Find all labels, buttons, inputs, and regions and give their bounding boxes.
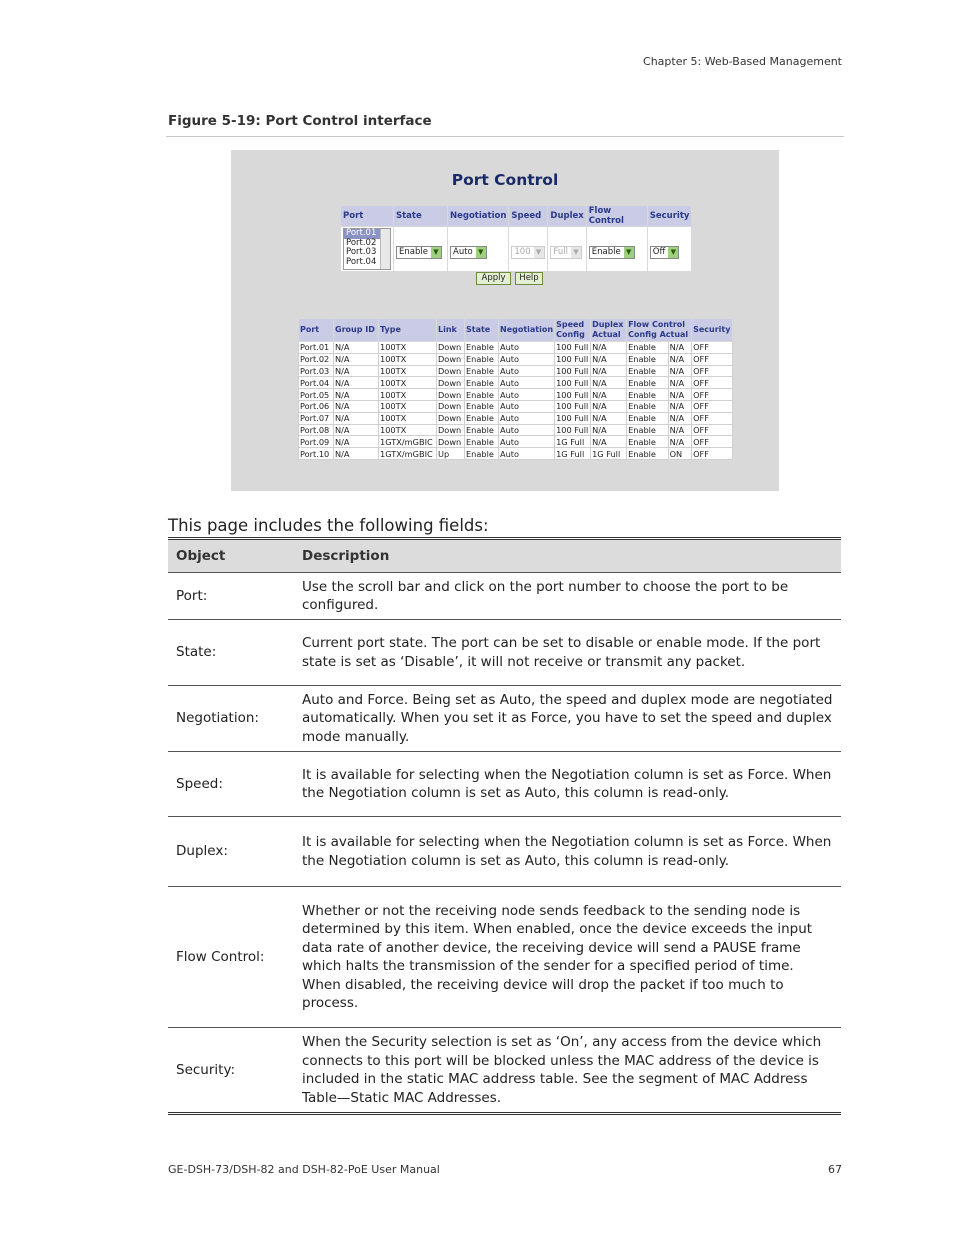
cell-negotiation: Auto bbox=[499, 353, 555, 365]
cell-group-id: N/A bbox=[334, 353, 379, 365]
port-control-form bbox=[340, 205, 692, 272]
status-header-link: Link bbox=[437, 319, 465, 342]
cell-flow-config: Enable bbox=[627, 412, 669, 424]
cell-duplex-actual: 1G Full bbox=[591, 448, 627, 460]
cell-port: Port.01 bbox=[299, 342, 334, 354]
field-row bbox=[168, 620, 841, 686]
ctl-header-security: Security bbox=[647, 206, 692, 227]
cell-speed-config: 100 Full bbox=[555, 412, 591, 424]
cell-flow-config: Enable bbox=[627, 342, 669, 354]
cell-type: 100TX bbox=[379, 424, 437, 436]
cell-security: OFF bbox=[692, 436, 733, 448]
cell-group-id: N/A bbox=[334, 424, 379, 436]
cell-state: Enable bbox=[465, 448, 499, 460]
cell-flow-actual: N/A bbox=[668, 412, 692, 424]
cell-security: OFF bbox=[692, 424, 733, 436]
cell-group-id: N/A bbox=[334, 342, 379, 354]
cell-link: Down bbox=[437, 353, 465, 365]
cell-security: OFF bbox=[692, 377, 733, 389]
field-description: Current port state. The port can be set to disable or enable mode. If the port state is set as ‘Disable’, it will not receive or transmit any packet. bbox=[294, 620, 841, 686]
cell-state: Enable bbox=[465, 412, 499, 424]
cell-type: 100TX bbox=[379, 342, 437, 354]
cell-type: 100TX bbox=[379, 412, 437, 424]
cell-speed-config: 1G Full bbox=[555, 448, 591, 460]
cell-group-id: N/A bbox=[334, 389, 379, 401]
cell-state: Enable bbox=[465, 400, 499, 412]
cell-negotiation: Auto bbox=[499, 365, 555, 377]
cell-group-id: N/A bbox=[334, 436, 379, 448]
cell-negotiation: Auto bbox=[499, 342, 555, 354]
negotiation-select[interactable] bbox=[450, 246, 487, 259]
cell-port: Port.06 bbox=[299, 400, 334, 412]
cell-flow-actual: N/A bbox=[668, 365, 692, 377]
footer-manual-title: GE-DSH-73/DSH-82 and DSH-82-PoE User Manual bbox=[168, 1163, 440, 1176]
cell-security: OFF bbox=[692, 342, 733, 354]
cell-flow-config: Enable bbox=[627, 365, 669, 377]
fields-header-description: Description bbox=[294, 539, 841, 573]
cell-duplex-actual: N/A bbox=[591, 353, 627, 365]
field-description: It is available for selecting when the Negotiation column is set as Force. When the Negotiation column is set as Auto, this column is read-only. bbox=[294, 817, 841, 887]
cell-flow-actual: N/A bbox=[668, 342, 692, 354]
fields-table bbox=[168, 537, 841, 1115]
cell-group-id: N/A bbox=[334, 377, 379, 389]
cell-port: Port.05 bbox=[299, 389, 334, 401]
cell-flow-actual: N/A bbox=[668, 377, 692, 389]
cell-port: Port.07 bbox=[299, 412, 334, 424]
field-object: Flow Control: bbox=[168, 887, 294, 1028]
negotiation-select-value: Auto bbox=[453, 247, 473, 258]
field-description: It is available for selecting when the Negotiation column is set as Force. When the Negotiation column is set as Auto, this column is read-only. bbox=[294, 752, 841, 817]
field-row bbox=[168, 817, 841, 887]
chevron-down-icon: ▼ bbox=[571, 247, 581, 258]
port-listbox[interactable] bbox=[343, 228, 391, 270]
status-row bbox=[299, 389, 733, 401]
cell-security: OFF bbox=[692, 400, 733, 412]
field-row bbox=[168, 1028, 841, 1114]
cell-flow-actual: N/A bbox=[668, 400, 692, 412]
field-object: Negotiation: bbox=[168, 686, 294, 752]
cell-speed-config: 100 Full bbox=[555, 389, 591, 401]
cell-security: OFF bbox=[692, 389, 733, 401]
status-header-security: Security bbox=[692, 319, 733, 342]
field-description: Use the scroll bar and click on the port number to choose the port to be configured. bbox=[294, 573, 841, 620]
cell-negotiation: Auto bbox=[499, 412, 555, 424]
status-header-duplex-actual: Duplex Actual bbox=[591, 319, 627, 342]
speed-select-value: 100 bbox=[514, 247, 531, 258]
cell-type: 100TX bbox=[379, 400, 437, 412]
cell-speed-config: 100 Full bbox=[555, 400, 591, 412]
field-description: When the Security selection is set as ‘On’, any access from the device which connects to this port will be blocked unless the MAC address of the device is included in the static MAC address table. See the segment of MAC Address Table—Static MAC Addresses. bbox=[294, 1028, 841, 1114]
ctl-header-port: Port bbox=[341, 206, 394, 227]
chevron-down-icon: ▼ bbox=[431, 247, 441, 258]
cell-port: Port.10 bbox=[299, 448, 334, 460]
flow-control-select-value: Enable bbox=[591, 247, 621, 258]
cell-duplex-actual: N/A bbox=[591, 342, 627, 354]
cell-link: Down bbox=[437, 342, 465, 354]
cell-speed-config: 100 Full bbox=[555, 424, 591, 436]
footer-page-number: 67 bbox=[828, 1163, 842, 1176]
port-control-screenshot bbox=[231, 150, 779, 491]
status-row bbox=[299, 448, 733, 460]
cell-duplex-actual: N/A bbox=[591, 400, 627, 412]
cell-speed-config: 100 Full bbox=[555, 342, 591, 354]
cell-state: Enable bbox=[465, 342, 499, 354]
field-object: Speed: bbox=[168, 752, 294, 817]
duplex-select[interactable] bbox=[550, 246, 582, 259]
cell-state: Enable bbox=[465, 365, 499, 377]
ctl-header-negotiation: Negotiation bbox=[448, 206, 509, 227]
cell-link: Down bbox=[437, 365, 465, 377]
chevron-down-icon: ▼ bbox=[476, 247, 486, 258]
cell-duplex-actual: N/A bbox=[591, 365, 627, 377]
field-object: Duplex: bbox=[168, 817, 294, 887]
cell-link: Down bbox=[437, 389, 465, 401]
cell-security: OFF bbox=[692, 365, 733, 377]
cell-link: Down bbox=[437, 424, 465, 436]
port-listbox-scrollbar[interactable] bbox=[380, 229, 390, 269]
security-select[interactable] bbox=[650, 246, 680, 259]
cell-negotiation: Auto bbox=[499, 424, 555, 436]
status-row bbox=[299, 377, 733, 389]
cell-link: Up bbox=[437, 448, 465, 460]
cell-speed-config: 100 Full bbox=[555, 353, 591, 365]
cell-group-id: N/A bbox=[334, 365, 379, 377]
status-row bbox=[299, 365, 733, 377]
port-option[interactable]: Port.01 bbox=[344, 229, 382, 239]
help-button[interactable]: Help bbox=[515, 272, 543, 285]
cell-type: 100TX bbox=[379, 389, 437, 401]
cell-duplex-actual: N/A bbox=[591, 377, 627, 389]
cell-flow-config: Enable bbox=[627, 353, 669, 365]
field-object: Port: bbox=[168, 573, 294, 620]
status-header-port: Port bbox=[299, 319, 334, 342]
cell-negotiation: Auto bbox=[499, 400, 555, 412]
apply-button[interactable]: Apply bbox=[476, 272, 511, 285]
state-select[interactable] bbox=[396, 246, 442, 259]
cell-flow-config: Enable bbox=[627, 389, 669, 401]
port-status-table bbox=[298, 318, 733, 460]
cell-flow-config: Enable bbox=[627, 377, 669, 389]
cell-state: Enable bbox=[465, 353, 499, 365]
field-row bbox=[168, 686, 841, 752]
cell-duplex-actual: N/A bbox=[591, 436, 627, 448]
status-row bbox=[299, 436, 733, 448]
cell-link: Down bbox=[437, 436, 465, 448]
port-control-title: Port Control bbox=[451, 171, 559, 189]
cell-flow-actual: N/A bbox=[668, 353, 692, 365]
cell-port: Port.04 bbox=[299, 377, 334, 389]
ctl-header-speed: Speed bbox=[509, 206, 548, 227]
cell-type: 100TX bbox=[379, 377, 437, 389]
cell-state: Enable bbox=[465, 424, 499, 436]
figure-rule bbox=[166, 136, 844, 137]
chapter-header: Chapter 5: Web-Based Management bbox=[643, 55, 842, 68]
field-row bbox=[168, 752, 841, 817]
cell-link: Down bbox=[437, 400, 465, 412]
figure-caption: Figure 5-19: Port Control interface bbox=[168, 113, 432, 129]
cell-flow-actual: N/A bbox=[668, 436, 692, 448]
cell-port: Port.09 bbox=[299, 436, 334, 448]
cell-security: OFF bbox=[692, 412, 733, 424]
field-row bbox=[168, 887, 841, 1028]
ctl-header-state: State bbox=[394, 206, 448, 227]
chevron-down-icon: ▼ bbox=[624, 247, 634, 258]
status-row bbox=[299, 342, 733, 354]
cell-flow-config: Enable bbox=[627, 436, 669, 448]
cell-group-id: N/A bbox=[334, 400, 379, 412]
status-row bbox=[299, 424, 733, 436]
cell-group-id: N/A bbox=[334, 448, 379, 460]
field-description: Auto and Force. Being set as Auto, the speed and duplex mode are negotiated automatically. When you set it as Force, you have to set the speed and duplex mode manually. bbox=[294, 686, 841, 752]
cell-speed-config: 100 Full bbox=[555, 365, 591, 377]
field-object: Security: bbox=[168, 1028, 294, 1114]
cell-negotiation: Auto bbox=[499, 448, 555, 460]
state-select-value: Enable bbox=[399, 247, 428, 258]
cell-security: OFF bbox=[692, 353, 733, 365]
fields-intro: This page includes the following fields: bbox=[168, 516, 489, 535]
cell-duplex-actual: N/A bbox=[591, 389, 627, 401]
fields-header-object: Object bbox=[168, 539, 294, 573]
cell-state: Enable bbox=[465, 377, 499, 389]
status-row bbox=[299, 400, 733, 412]
speed-select[interactable] bbox=[511, 246, 544, 259]
cell-flow-actual: ON bbox=[668, 448, 692, 460]
cell-negotiation: Auto bbox=[499, 436, 555, 448]
chevron-down-icon: ▼ bbox=[534, 247, 544, 258]
cell-link: Down bbox=[437, 377, 465, 389]
cell-type: 1GTX/mGBIC bbox=[379, 436, 437, 448]
cell-negotiation: Auto bbox=[499, 389, 555, 401]
port-option[interactable]: Port.04 bbox=[346, 256, 377, 267]
cell-type: 100TX bbox=[379, 365, 437, 377]
cell-state: Enable bbox=[465, 436, 499, 448]
status-header-state: State bbox=[465, 319, 499, 342]
status-row bbox=[299, 412, 733, 424]
cell-port: Port.02 bbox=[299, 353, 334, 365]
status-header-negotiation: Negotiation bbox=[499, 319, 555, 342]
chevron-down-icon: ▼ bbox=[668, 247, 678, 258]
status-row bbox=[299, 353, 733, 365]
field-row bbox=[168, 573, 841, 620]
cell-port: Port.03 bbox=[299, 365, 334, 377]
cell-flow-config: Enable bbox=[627, 424, 669, 436]
cell-security: OFF bbox=[692, 448, 733, 460]
status-header-group-id: Group ID bbox=[334, 319, 379, 342]
field-description: Whether or not the receiving node sends feedback to the sending node is determined by this item. When enabled, once the device exceeds the input data rate of another device, the receiving device will send a PAUSE frame which halts the transmission of the sender for a specified period of time. When disabled, the receiving device will drop the packet if too much to process. bbox=[294, 887, 841, 1028]
cell-port: Port.08 bbox=[299, 424, 334, 436]
flow-control-select[interactable] bbox=[589, 246, 635, 259]
cell-negotiation: Auto bbox=[499, 377, 555, 389]
cell-group-id: N/A bbox=[334, 412, 379, 424]
cell-duplex-actual: N/A bbox=[591, 412, 627, 424]
cell-speed-config: 1G Full bbox=[555, 436, 591, 448]
field-object: State: bbox=[168, 620, 294, 686]
status-header-speed-config: Speed Config bbox=[555, 319, 591, 342]
port-option[interactable]: Port.02 bbox=[346, 237, 377, 248]
cell-state: Enable bbox=[465, 389, 499, 401]
cell-speed-config: 100 Full bbox=[555, 377, 591, 389]
cell-flow-actual: N/A bbox=[668, 389, 692, 401]
cell-duplex-actual: N/A bbox=[591, 424, 627, 436]
cell-flow-config: Enable bbox=[627, 400, 669, 412]
ctl-header-duplex: Duplex bbox=[548, 206, 586, 227]
cell-flow-config: Enable bbox=[627, 448, 669, 460]
cell-type: 100TX bbox=[379, 353, 437, 365]
cell-type: 1GTX/mGBIC bbox=[379, 448, 437, 460]
duplex-select-value: Full bbox=[553, 247, 568, 258]
cell-flow-actual: N/A bbox=[668, 424, 692, 436]
ctl-header-flow-control: Flow Control bbox=[586, 206, 647, 227]
port-option[interactable]: Port.03 bbox=[346, 247, 377, 257]
status-header-type: Type bbox=[379, 319, 437, 342]
security-select-value: Off bbox=[652, 247, 666, 258]
cell-link: Down bbox=[437, 412, 465, 424]
status-header-flow-control: Flow Control Config Actual bbox=[627, 319, 692, 342]
